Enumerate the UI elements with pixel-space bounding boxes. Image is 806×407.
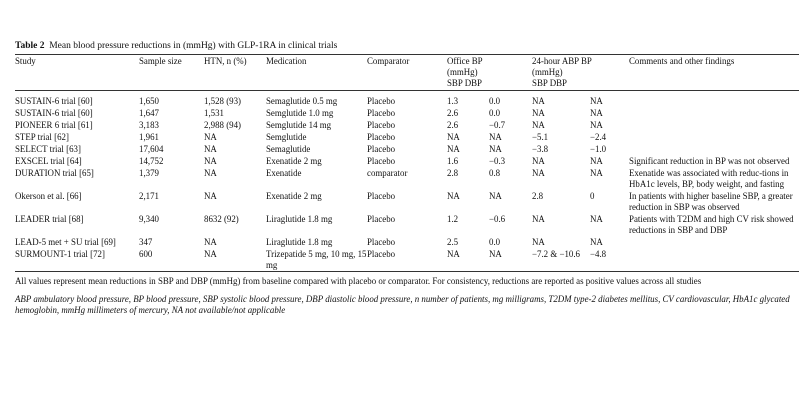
table-row (15, 91, 799, 108)
cell-sample-size: 9,340 (139, 214, 159, 224)
cell-abp-sbp: −7.2 & −10.6 (532, 249, 580, 259)
cell-office-sbp: NA (447, 132, 460, 142)
cell-office-dbp: 0.0 (489, 237, 501, 247)
cell-abp-sbp: NA (532, 108, 545, 118)
cell-office-dbp: NA (489, 132, 502, 142)
cell-sample-size: 14,752 (139, 156, 164, 166)
table-row (15, 119, 799, 131)
cell-comparator: Placebo (367, 132, 396, 142)
cell-comparator: Placebo (367, 214, 396, 224)
cell-comparator: Placebo (367, 191, 396, 201)
caption-label: Table 2 (15, 41, 45, 51)
cell-abp-sbp: NA (532, 237, 545, 247)
cell-abp-dbp: 0 (590, 191, 595, 201)
cell-medication: Trizepatide 5 mg, 10 mg, 15 mg (266, 249, 367, 270)
table-caption (15, 40, 799, 52)
cell-medication: Liraglutide 1.8 mg (266, 214, 333, 224)
table-row (15, 143, 799, 155)
cell-htn: NA (204, 249, 217, 259)
cell-office-sbp: 1.3 (447, 96, 459, 106)
table-row (15, 190, 799, 213)
cell-office-sbp: 2.5 (447, 237, 459, 247)
cell-office-dbp: NA (489, 191, 502, 201)
cell-office-sbp: NA (447, 249, 460, 259)
header-office-bp-line1: Office BP (447, 56, 483, 66)
table-row (15, 155, 799, 167)
cell-study: SELECT trial [63] (15, 144, 81, 154)
header-abp (532, 55, 629, 91)
cell-comment (629, 107, 799, 119)
cell-office-dbp: 0.8 (489, 168, 501, 178)
cell-sample-size: 17,604 (139, 144, 164, 154)
header-abp-sbp: SBP (532, 78, 548, 88)
cell-htn: NA (204, 156, 217, 166)
cell-office-dbp: 0.0 (489, 108, 501, 118)
table-row (15, 131, 799, 143)
cell-abp-dbp: NA (590, 108, 603, 118)
cell-sample-size: 3,183 (139, 120, 159, 130)
caption-text: Mean blood pressure reductions in (mmHg) with GLP-1RA in clinical trials (49, 41, 338, 51)
cell-medication: Semglutide (266, 132, 307, 142)
abbreviations-note: ABP ambulatory blood pressure, BP blood pressure, SBP systolic blood pressure, DBP diastolic blood pressure, n number of patients, mg milligrams, T2DM type-2 diabetes mellitus, CV cardiovascular, HbA1c glycated hemoglobin, mmHg millimeters of mercury, NA not available/not applicable (15, 294, 790, 315)
cell-medication: Exenatide 2 mg (266, 191, 322, 201)
cell-comparator: Placebo (367, 144, 396, 154)
cell-study: SUSTAIN-6 trial [60] (15, 108, 93, 118)
cell-comment (629, 119, 799, 131)
cell-study: PIONEER 6 trial [61] (15, 120, 93, 130)
cell-comment (629, 236, 799, 248)
cell-office-dbp: −0.3 (489, 156, 506, 166)
cell-comment (629, 131, 799, 143)
cell-comment (629, 248, 799, 272)
cell-comparator: Placebo (367, 108, 396, 118)
header-office-dbp: DBP (464, 78, 482, 88)
header-office-bp-sub (447, 78, 532, 89)
cell-medication: Semaglutide 0.5 mg (266, 96, 338, 106)
data-table (15, 55, 799, 272)
cell-sample-size: 1,647 (139, 108, 159, 118)
cell-abp-dbp: NA (590, 120, 603, 130)
cell-sample-size: 347 (139, 237, 153, 247)
cell-abp-dbp: −1.0 (590, 144, 607, 154)
header-office-bp (447, 55, 532, 91)
cell-abp-sbp: −5.1 (532, 132, 549, 142)
table-row (15, 236, 799, 248)
cell-study: DURATION trial [65] (15, 168, 94, 178)
header-medication: Medication (266, 56, 307, 66)
cell-comparator: Placebo (367, 249, 396, 259)
cell-comment: Significant reduction in BP was not observed (629, 156, 790, 166)
cell-abp-sbp: NA (532, 168, 545, 178)
cell-office-dbp: NA (489, 249, 502, 259)
cell-office-sbp: 2.6 (447, 120, 459, 130)
cell-htn: 2,988 (94) (204, 120, 241, 130)
cell-htn: NA (204, 144, 217, 154)
cell-office-sbp: NA (447, 191, 460, 201)
cell-office-sbp: NA (447, 144, 460, 154)
cell-office-dbp: NA (489, 144, 502, 154)
cell-abp-dbp: NA (590, 156, 603, 166)
cell-comparator: comparator (367, 168, 408, 178)
cell-htn: 1,528 (93) (204, 96, 241, 106)
cell-htn: 8632 (92) (204, 214, 239, 224)
cell-abp-sbp: NA (532, 156, 545, 166)
table-footnote: All values represent mean reductions in SBP and DBP (mmHg) from baseline compared with placebo or comparator. For consistency, reductions are reported as positive values across all studies (15, 276, 702, 286)
cell-comparator: Placebo (367, 96, 396, 106)
header-office-sbp: SBP (447, 78, 463, 88)
header-htn-text: HTN, n (%) (204, 56, 247, 66)
cell-sample-size: 1,961 (139, 132, 159, 142)
header-sample-size: Sample size (139, 56, 182, 66)
cell-medication: Liraglutide 1.8 mg (266, 237, 333, 247)
table-row (15, 167, 799, 190)
table-row (15, 213, 799, 236)
cell-study: Okerson et al. [66] (15, 191, 82, 201)
cell-htn: NA (204, 132, 217, 142)
cell-abp-dbp: NA (590, 214, 603, 224)
cell-abp-dbp: NA (590, 96, 603, 106)
cell-office-sbp: 2.6 (447, 108, 459, 118)
header-htn (204, 55, 266, 91)
cell-comment: Exenatide was associated with reduc-tions in HbA1c levels, BP, body weight, and fasting (629, 168, 789, 189)
cell-comparator: Placebo (367, 156, 396, 166)
header-study: Study (15, 56, 36, 66)
cell-htn: NA (204, 237, 217, 247)
cell-office-dbp: −0.6 (489, 214, 506, 224)
cell-sample-size: 1,650 (139, 96, 159, 106)
cell-medication: Semglutide 14 mg (266, 120, 332, 130)
cell-medication: Exenatide (266, 168, 302, 178)
cell-medication: Semaglutide (266, 144, 311, 154)
cell-study: LEADER trial [68] (15, 214, 84, 224)
cell-comment (629, 143, 799, 155)
header-row (15, 55, 799, 91)
cell-abp-dbp: NA (590, 168, 603, 178)
cell-medication: Semglutide 1.0 mg (266, 108, 334, 118)
cell-sample-size: 2,171 (139, 191, 159, 201)
cell-comment: Patients with T2DM and high CV risk showed reductions in SBP and DBP (629, 214, 794, 235)
cell-comment (629, 91, 799, 108)
header-abp-line1: 24-hour ABP BP (532, 56, 592, 66)
cell-medication: Exenatide 2 mg (266, 156, 322, 166)
cell-abp-sbp: 2.8 (532, 191, 544, 201)
cell-office-dbp: 0.0 (489, 96, 501, 106)
cell-abp-sbp: −3.8 (532, 144, 549, 154)
table-row (15, 248, 799, 272)
cell-abp-dbp: NA (590, 237, 603, 247)
cell-abp-sbp: NA (532, 214, 545, 224)
cell-office-dbp: −0.7 (489, 120, 506, 130)
cell-htn: NA (204, 168, 217, 178)
cell-htn: 1,531 (204, 108, 224, 118)
table-container (15, 40, 799, 316)
cell-office-sbp: 1.2 (447, 214, 459, 224)
cell-abp-dbp: −2.4 (590, 132, 607, 142)
header-comparator: Comparator (367, 56, 410, 66)
cell-abp-sbp: NA (532, 96, 545, 106)
cell-study: EXSCEL trial [64] (15, 156, 82, 166)
header-abp-sub (532, 78, 629, 89)
cell-comparator: Placebo (367, 120, 396, 130)
cell-study: SUSTAIN-6 trial [60] (15, 96, 93, 106)
header-abp-dbp: DBP (549, 78, 567, 88)
cell-sample-size: 1,379 (139, 168, 159, 178)
cell-htn: NA (204, 191, 217, 201)
cell-office-sbp: 2.8 (447, 168, 459, 178)
cell-comment: In patients with higher baseline SBP, a greater reduction in SBP was observed (629, 191, 793, 212)
header-abp-line2: (mmHg) (532, 67, 563, 77)
cell-study: STEP trial [62] (15, 132, 69, 142)
cell-study: LEAD-5 met + SU trial [69] (15, 237, 116, 247)
cell-sample-size: 600 (139, 249, 153, 259)
header-comments: Comments and other findings (629, 56, 735, 66)
header-office-bp-line2: (mmHg) (447, 67, 478, 77)
table-row (15, 107, 799, 119)
cell-abp-dbp: −4.8 (590, 249, 607, 259)
cell-comparator: Placebo (367, 237, 396, 247)
cell-abp-sbp: NA (532, 120, 545, 130)
cell-study: SURMOUNT-1 trial [72] (15, 249, 105, 259)
cell-office-sbp: 1.6 (447, 156, 459, 166)
